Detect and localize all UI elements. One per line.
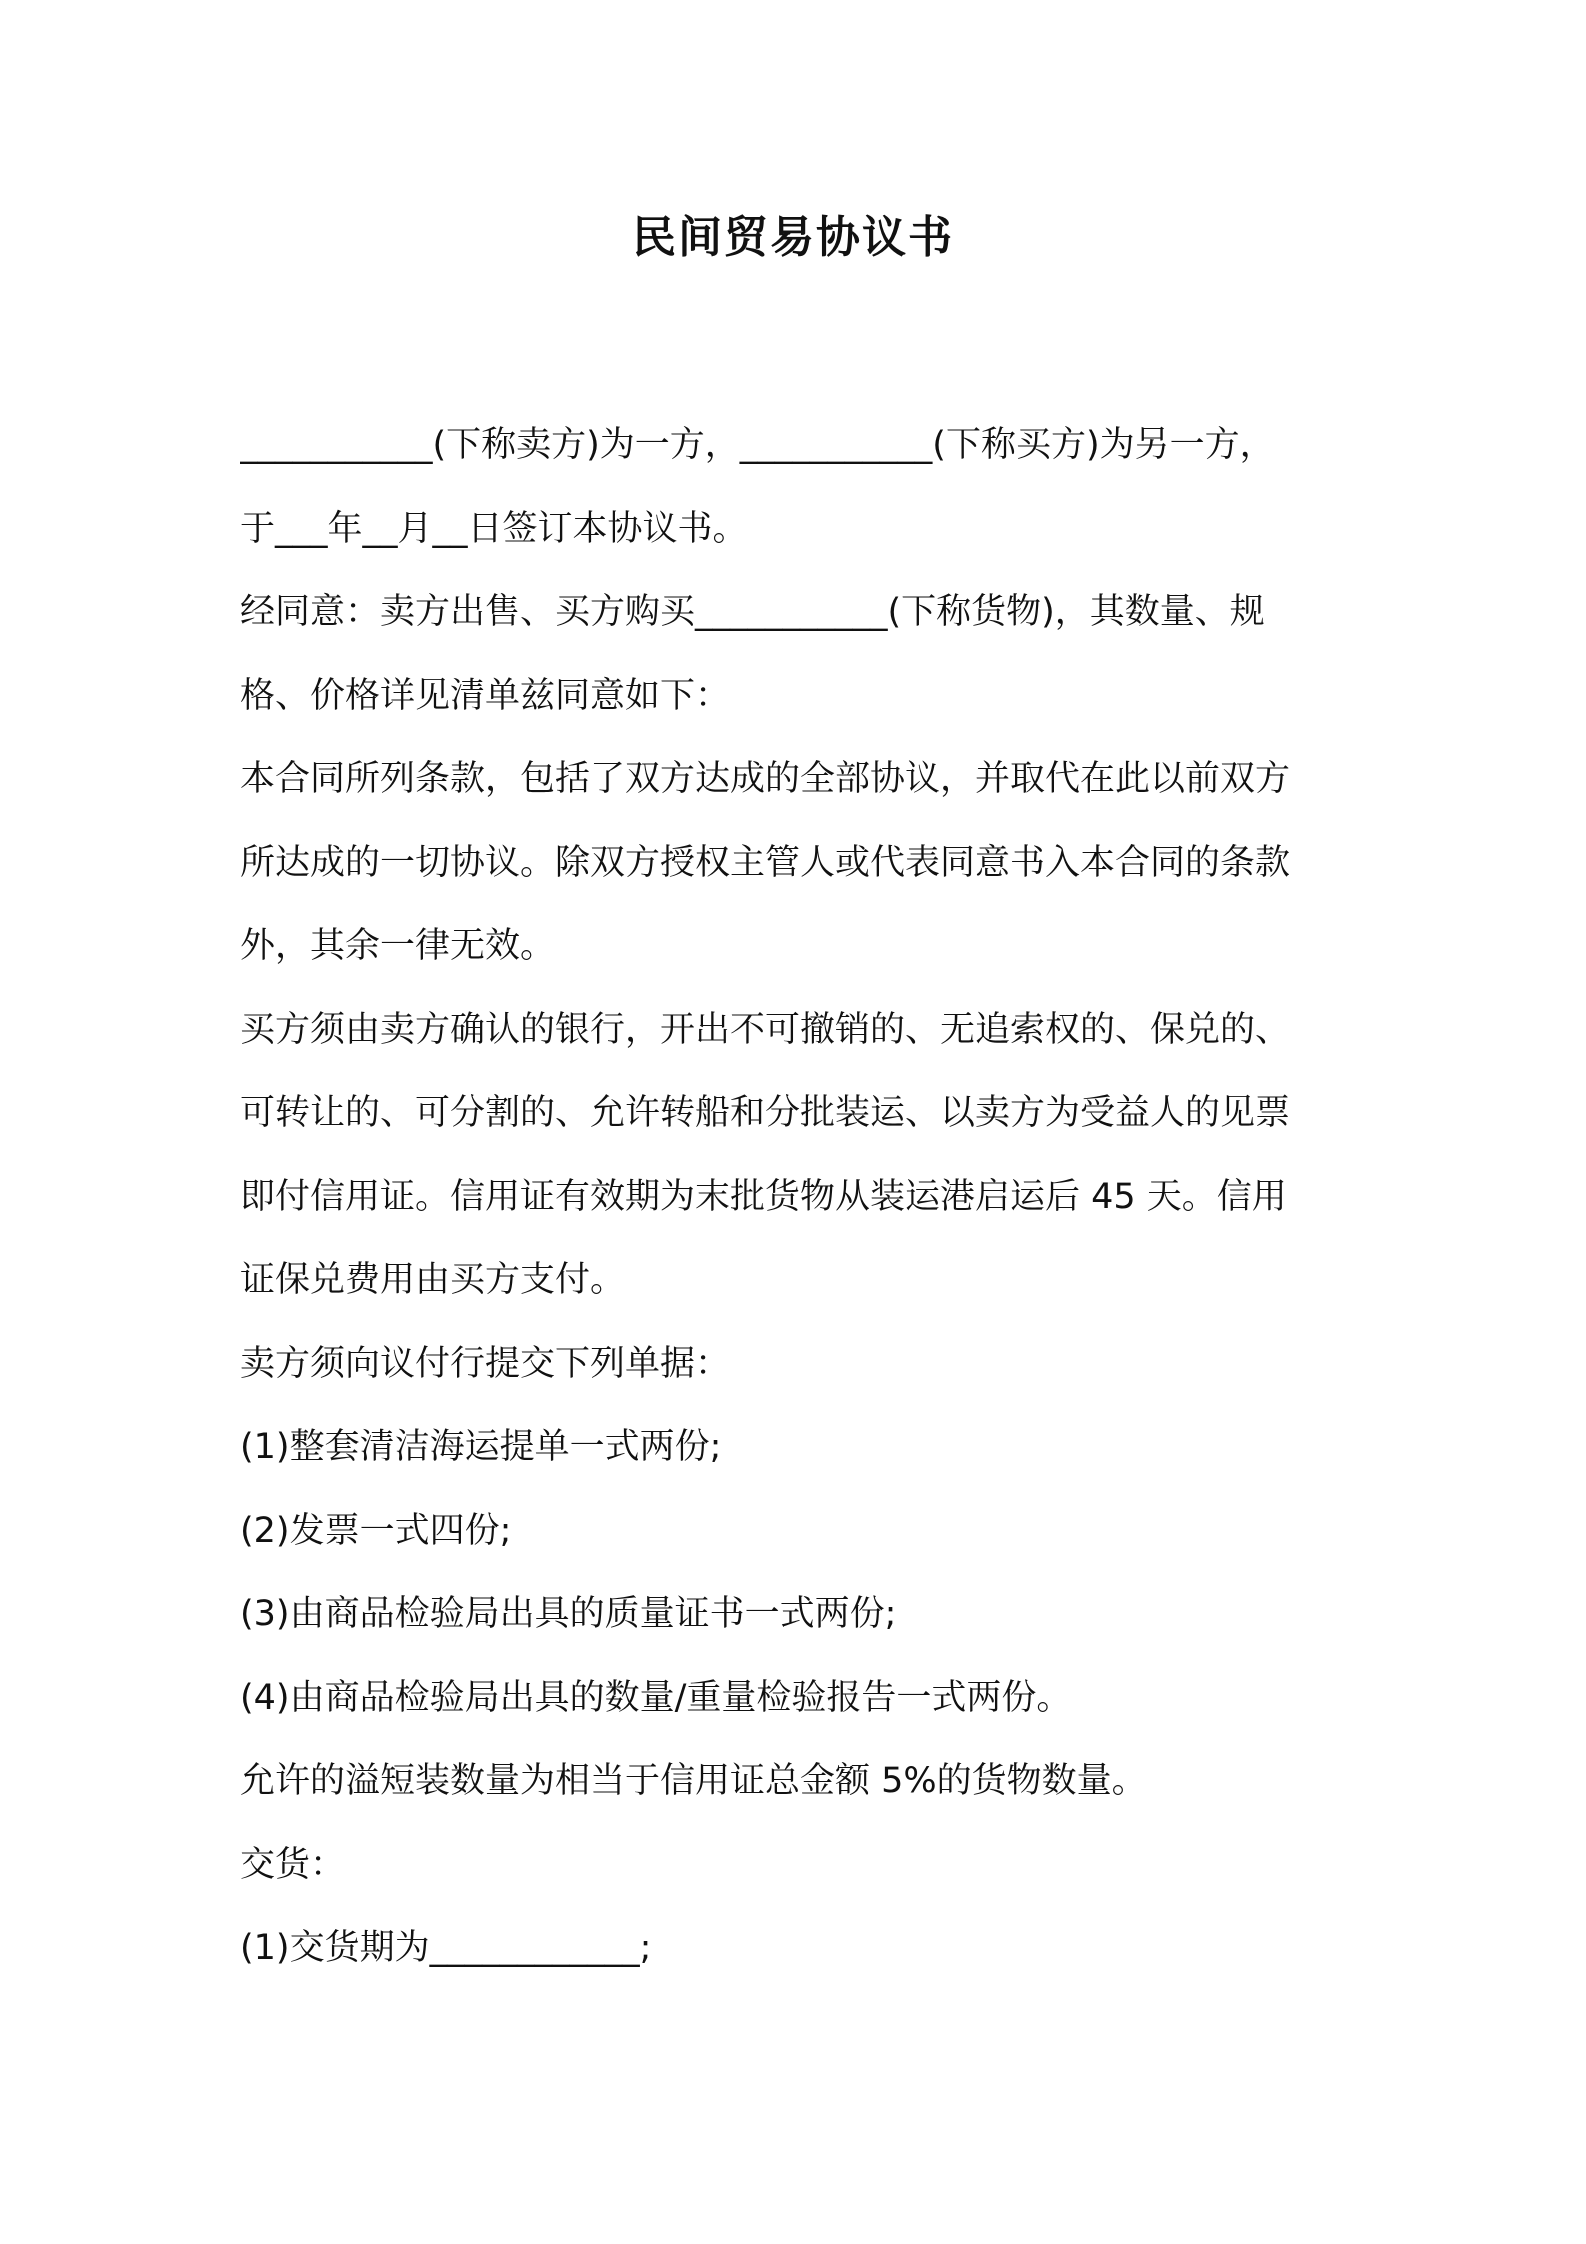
paragraph-line: 可转让的、可分割的、允许转船和分批装运、以卖方为受益人的见票 bbox=[240, 1093, 1291, 1133]
list-item: (2)发票一式四份; bbox=[240, 1510, 512, 1551]
paragraph-line: 所达成的一切协议。除双方授权主管人或代表同意书入本合同的条款 bbox=[240, 842, 1291, 883]
paragraph-line: 即付信用证。信用证有效期为末批货物从装运港启运后 45 天。信用 bbox=[240, 1176, 1287, 1217]
paragraph-line: 证保兑费用由买方支付。 bbox=[240, 1260, 626, 1300]
section-heading: 交货： bbox=[240, 1844, 346, 1885]
list-item: (1)整套清洁海运提单一式两份; bbox=[240, 1427, 722, 1467]
list-item: (1)交货期为____________; bbox=[240, 1928, 652, 1968]
document-title: 民间贸易协议书 bbox=[632, 212, 954, 263]
paragraph-line: 卖方须向议付行提交下列单据： bbox=[240, 1343, 731, 1384]
paragraph-line: 本合同所列条款，包括了双方达成的全部协议，并取代在此以前双方 bbox=[240, 759, 1291, 799]
paragraph-line: 买方须由卖方确认的银行，开出不可撤销的、无追索权的、保兑的、 bbox=[240, 1009, 1291, 1050]
paragraph-line: 外，其余一律无效。 bbox=[240, 926, 556, 966]
list-item: (4)由商品检验局出具的数量/重量检验报告一式两份。 bbox=[240, 1677, 1072, 1718]
paragraph-line: 允许的溢短装数量为相当于信用证总金额 5%的货物数量。 bbox=[240, 1761, 1147, 1801]
document-body bbox=[240, 404, 1360, 1991]
list-item: (3)由商品检验局出具的质量证书一式两份; bbox=[240, 1594, 897, 1634]
paragraph-line: 于___年__月__日签订本协议书。 bbox=[240, 508, 748, 549]
paragraph-line: ___________(下称卖方)为一方，___________(下称买方)为另一方， bbox=[240, 425, 1275, 465]
paragraph-line: 经同意：卖方出售、买方购买___________(下称货物)，其数量、规 bbox=[240, 592, 1265, 632]
paragraph-line: 格、价格详见清单兹同意如下： bbox=[240, 675, 731, 716]
